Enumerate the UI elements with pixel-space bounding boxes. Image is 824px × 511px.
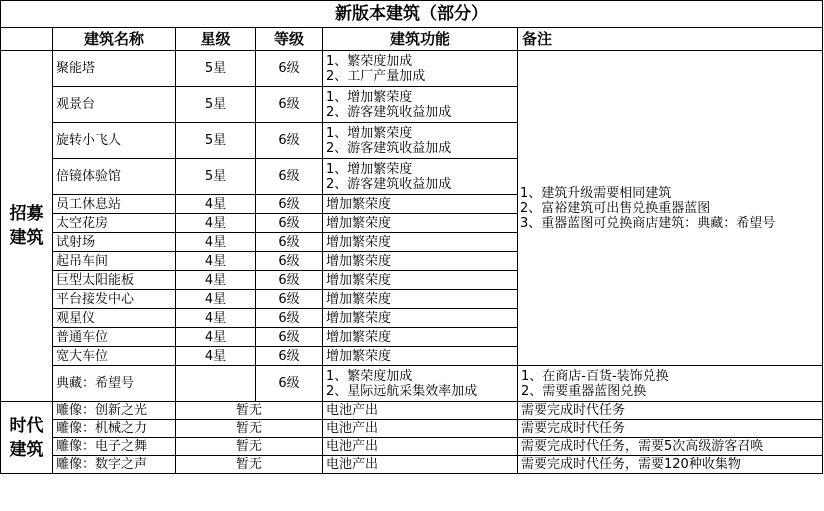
building-name: 雕像：电子之舞 — [53, 438, 176, 456]
function-line: 1、繁荣度加成 — [326, 53, 413, 69]
building-level: 6级 — [256, 51, 323, 87]
building-level: 6级 — [256, 159, 323, 195]
building-star: 4星 — [176, 271, 256, 290]
building-star: 4星 — [176, 195, 256, 214]
building-level: 暂无 — [176, 438, 323, 456]
building-level: 6级 — [256, 290, 323, 309]
function-line: 2、工厂产量加成 — [326, 68, 426, 84]
note-line: 2、富裕建筑可出售兑换重器蓝图 — [520, 200, 711, 216]
building-function — [323, 87, 518, 123]
table-row — [1, 402, 823, 420]
header-row — [1, 28, 823, 51]
building-function: 增加繁荣度 — [323, 309, 518, 328]
function-line: 1、增加繁荣度 — [326, 161, 413, 177]
building-note: 需要完成时代任务 — [518, 420, 823, 438]
building-level: 6级 — [256, 195, 323, 214]
building-name: 巨型太阳能板 — [53, 271, 176, 290]
building-level: 6级 — [256, 309, 323, 328]
function-line: 1、增加繁荣度 — [326, 89, 413, 105]
building-function: 增加繁荣度 — [323, 290, 518, 309]
building-star: 4星 — [176, 309, 256, 328]
building-name: 普通车位 — [53, 328, 176, 347]
building-level: 6级 — [256, 233, 323, 252]
building-function: 增加繁荣度 — [323, 328, 518, 347]
note-line: 1、建筑升级需要相同建筑 — [520, 185, 672, 201]
building-star: 5星 — [176, 51, 256, 87]
building-function — [323, 366, 518, 402]
header-name: 建筑名称 — [53, 28, 176, 51]
building-level: 6级 — [256, 328, 323, 347]
building-level: 6级 — [256, 123, 323, 159]
building-name: 员工休息站 — [53, 195, 176, 214]
building-star: 5星 — [176, 159, 256, 195]
building-name: 观景台 — [53, 87, 176, 123]
building-note: 需要完成时代任务，需要120种收集物 — [518, 456, 823, 474]
building-star: 4星 — [176, 233, 256, 252]
building-level: 6级 — [256, 347, 323, 366]
building-function — [323, 123, 518, 159]
building-level: 暂无 — [176, 456, 323, 474]
building-note — [518, 366, 823, 402]
building-level: 暂无 — [176, 420, 323, 438]
building-star: 4星 — [176, 347, 256, 366]
building-name: 典藏：希望号 — [53, 366, 176, 402]
function-line: 2、游客建筑收益加成 — [326, 104, 452, 120]
building-level: 6级 — [256, 214, 323, 233]
building-function: 增加繁荣度 — [323, 214, 518, 233]
building-function: 增加繁荣度 — [323, 195, 518, 214]
building-function: 电池产出 — [323, 402, 518, 420]
building-name: 雕像：创新之光 — [53, 402, 176, 420]
note-line: 1、在商店-百货-装饰兑换 — [521, 368, 669, 384]
function-line: 2、游客建筑收益加成 — [326, 140, 452, 156]
building-name: 观星仪 — [53, 309, 176, 328]
building-name: 雕像：数字之声 — [53, 456, 176, 474]
building-star: 4星 — [176, 214, 256, 233]
recruit-note — [518, 51, 823, 366]
building-name: 旋转小飞人 — [53, 123, 176, 159]
table-row — [1, 438, 823, 456]
table-row — [1, 420, 823, 438]
building-star: 4星 — [176, 328, 256, 347]
function-line: 2、游客建筑收益加成 — [326, 176, 452, 192]
building-star: 5星 — [176, 123, 256, 159]
building-function: 增加繁荣度 — [323, 233, 518, 252]
building-star — [176, 366, 256, 402]
table-row — [1, 456, 823, 474]
building-name: 倍镜体验馆 — [53, 159, 176, 195]
building-name: 试射场 — [53, 233, 176, 252]
title-row — [1, 1, 823, 28]
building-function — [323, 51, 518, 87]
building-level: 6级 — [256, 366, 323, 402]
building-star: 5星 — [176, 87, 256, 123]
header-blank — [1, 28, 53, 51]
building-name: 起吊车间 — [53, 252, 176, 271]
building-function: 电池产出 — [323, 438, 518, 456]
building-function: 电池产出 — [323, 420, 518, 438]
building-name: 宽大车位 — [53, 347, 176, 366]
building-name: 太空花房 — [53, 214, 176, 233]
header-note: 备注 — [518, 28, 823, 51]
table-row — [1, 51, 823, 87]
building-star: 4星 — [176, 290, 256, 309]
note-line: 3、重器蓝图可兑换商店建筑：典藏：希望号 — [520, 215, 776, 231]
header-level: 等级 — [256, 28, 323, 51]
building-level: 6级 — [256, 271, 323, 290]
building-level: 暂无 — [176, 402, 323, 420]
building-function: 增加繁荣度 — [323, 252, 518, 271]
building-level: 6级 — [256, 252, 323, 271]
section-label-era: 时代建筑 — [1, 402, 53, 474]
building-name: 平台接发中心 — [53, 290, 176, 309]
header-star: 星级 — [176, 28, 256, 51]
building-name: 雕像：机械之力 — [53, 420, 176, 438]
note-line: 2、需要重器蓝图兑换 — [521, 383, 647, 399]
function-line: 2、星际远航采集效率加成 — [326, 383, 478, 399]
building-note: 需要完成时代任务 — [518, 402, 823, 420]
building-function: 电池产出 — [323, 456, 518, 474]
function-line: 1、增加繁荣度 — [326, 125, 413, 141]
section-label-recruit: 招募建筑 — [1, 51, 53, 402]
building-level: 6级 — [256, 87, 323, 123]
building-function: 增加繁荣度 — [323, 271, 518, 290]
building-star: 4星 — [176, 252, 256, 271]
table-row — [1, 366, 823, 402]
building-name: 聚能塔 — [53, 51, 176, 87]
building-note: 需要完成时代任务，需要5次高级游客召唤 — [518, 438, 823, 456]
building-function: 增加繁荣度 — [323, 347, 518, 366]
function-line: 1、繁荣度加成 — [326, 368, 413, 384]
building-function — [323, 159, 518, 195]
table-title: 新版本建筑（部分） — [1, 1, 823, 28]
header-function: 建筑功能 — [323, 28, 518, 51]
